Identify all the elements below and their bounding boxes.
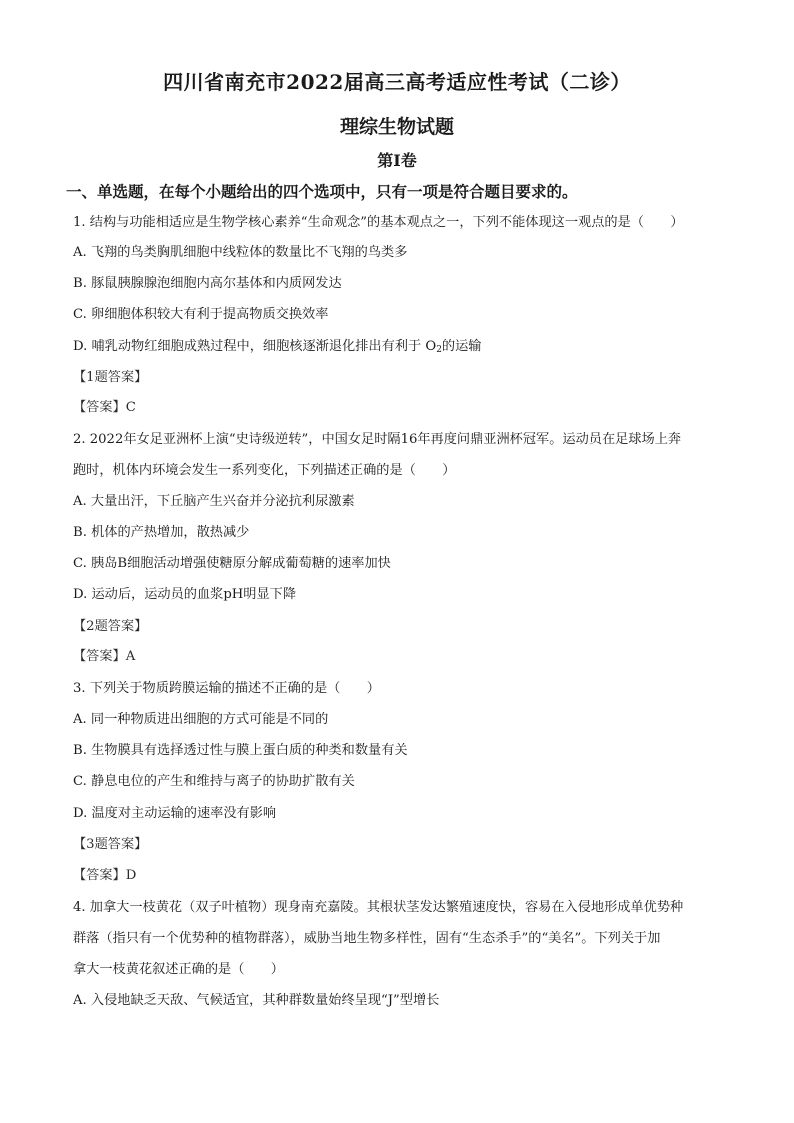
question-4-stem-line-2: 群落（指只有一个优势种的植物群落），威胁当地生物多样性，固有“生态杀手”的“美名”。下列关于加 (73, 931, 661, 946)
question-1-answer-heading: 【1题答案】 (73, 370, 148, 385)
question-3-option-c: C. 静息电位的产生和维持与离子的协助扩散有关 (73, 774, 355, 789)
question-1-option-d (73, 337, 481, 360)
question-1-stem: 1. 结构与功能相适应是生物学核心素养“生命观念”的基本观点之一，下列不能体现这一观点的是（ ） (73, 215, 684, 230)
question-4-stem-line-1: 4. 加拿大一枝黄花（双子叶植物）现身南充嘉陵。其根状茎发达繁殖速度快，容易在入侵地形成单优势种 (73, 900, 684, 915)
question-3-answer-heading: 【3题答案】 (73, 837, 148, 852)
question-2-option-d: D. 运动后，运动员的血浆pH明显下降 (73, 587, 297, 602)
question-1-option-a: A. 飞翔的鸟类胸肌细胞中线粒体的数量比不飞翔的鸟类多 (73, 245, 408, 260)
question-2-answer: 【答案】A (73, 649, 136, 664)
part-label: 第I卷 (377, 151, 417, 170)
question-2-answer-heading: 【2题答案】 (73, 619, 148, 634)
option-d-text-suffix: 的运输 (441, 339, 482, 354)
question-4-stem-line-3: 拿大一枝黄花叙述正确的是（ ） (73, 962, 284, 977)
question-3-option-b: B. 生物膜具有选择透过性与膜上蛋白质的种类和数量有关 (73, 743, 408, 758)
subscript-2: 2 (436, 345, 442, 355)
question-1-answer: 【答案】C (73, 400, 136, 415)
question-2-option-a: A. 大量出汗，下丘脑产生兴奋并分泌抗利尿激素 (73, 494, 355, 509)
question-3-option-d: D. 温度对主动运输的速率没有影响 (73, 806, 277, 821)
question-1-option-b: B. 豚鼠胰腺腺泡细胞内高尔基体和内质网发达 (73, 276, 342, 291)
question-3-stem: 3. 下列关于物质跨膜运输的描述不正确的是（ ） (73, 681, 380, 696)
question-3-answer: 【答案】D (73, 868, 137, 883)
question-2-option-c: C. 胰岛B细胞活动增强使糖原分解成葡萄糖的速率加快 (73, 556, 391, 571)
option-d-text-prefix: D. 哺乳动物红细胞成熟过程中，细胞核逐渐退化排出有利于 O (73, 339, 437, 354)
question-4-option-a: A. 入侵地缺乏天敌、气候适宜，其种群数量始终呈现“J”型增长 (73, 993, 440, 1008)
question-2-stem-line-1: 2. 2022年女足亚洲杯上演“史诗级逆转”，中国女足时隔16年再度问鼎亚洲杯冠军。运动员在足球场上奔 (73, 432, 682, 447)
section-heading: 一、单选题，在每个小题给出的四个选项中，只有一项是符合题目要求的。 (66, 182, 578, 201)
question-3-option-a: A. 同一种物质进出细胞的方式可能是不同的 (73, 712, 329, 727)
question-2-option-b: B. 机体的产热增加，散热减少 (73, 525, 250, 540)
exam-title: 四川省南充市2022届高三高考适应性考试（二诊） (163, 70, 631, 94)
question-1-option-c: C. 卵细胞体积较大有利于提高物质交换效率 (73, 307, 329, 322)
question-2-stem-line-2: 跑时，机体内环境会发生一系列变化，下列描述正确的是（ ） (73, 463, 456, 478)
exam-subtitle: 理综生物试题 (339, 116, 454, 138)
